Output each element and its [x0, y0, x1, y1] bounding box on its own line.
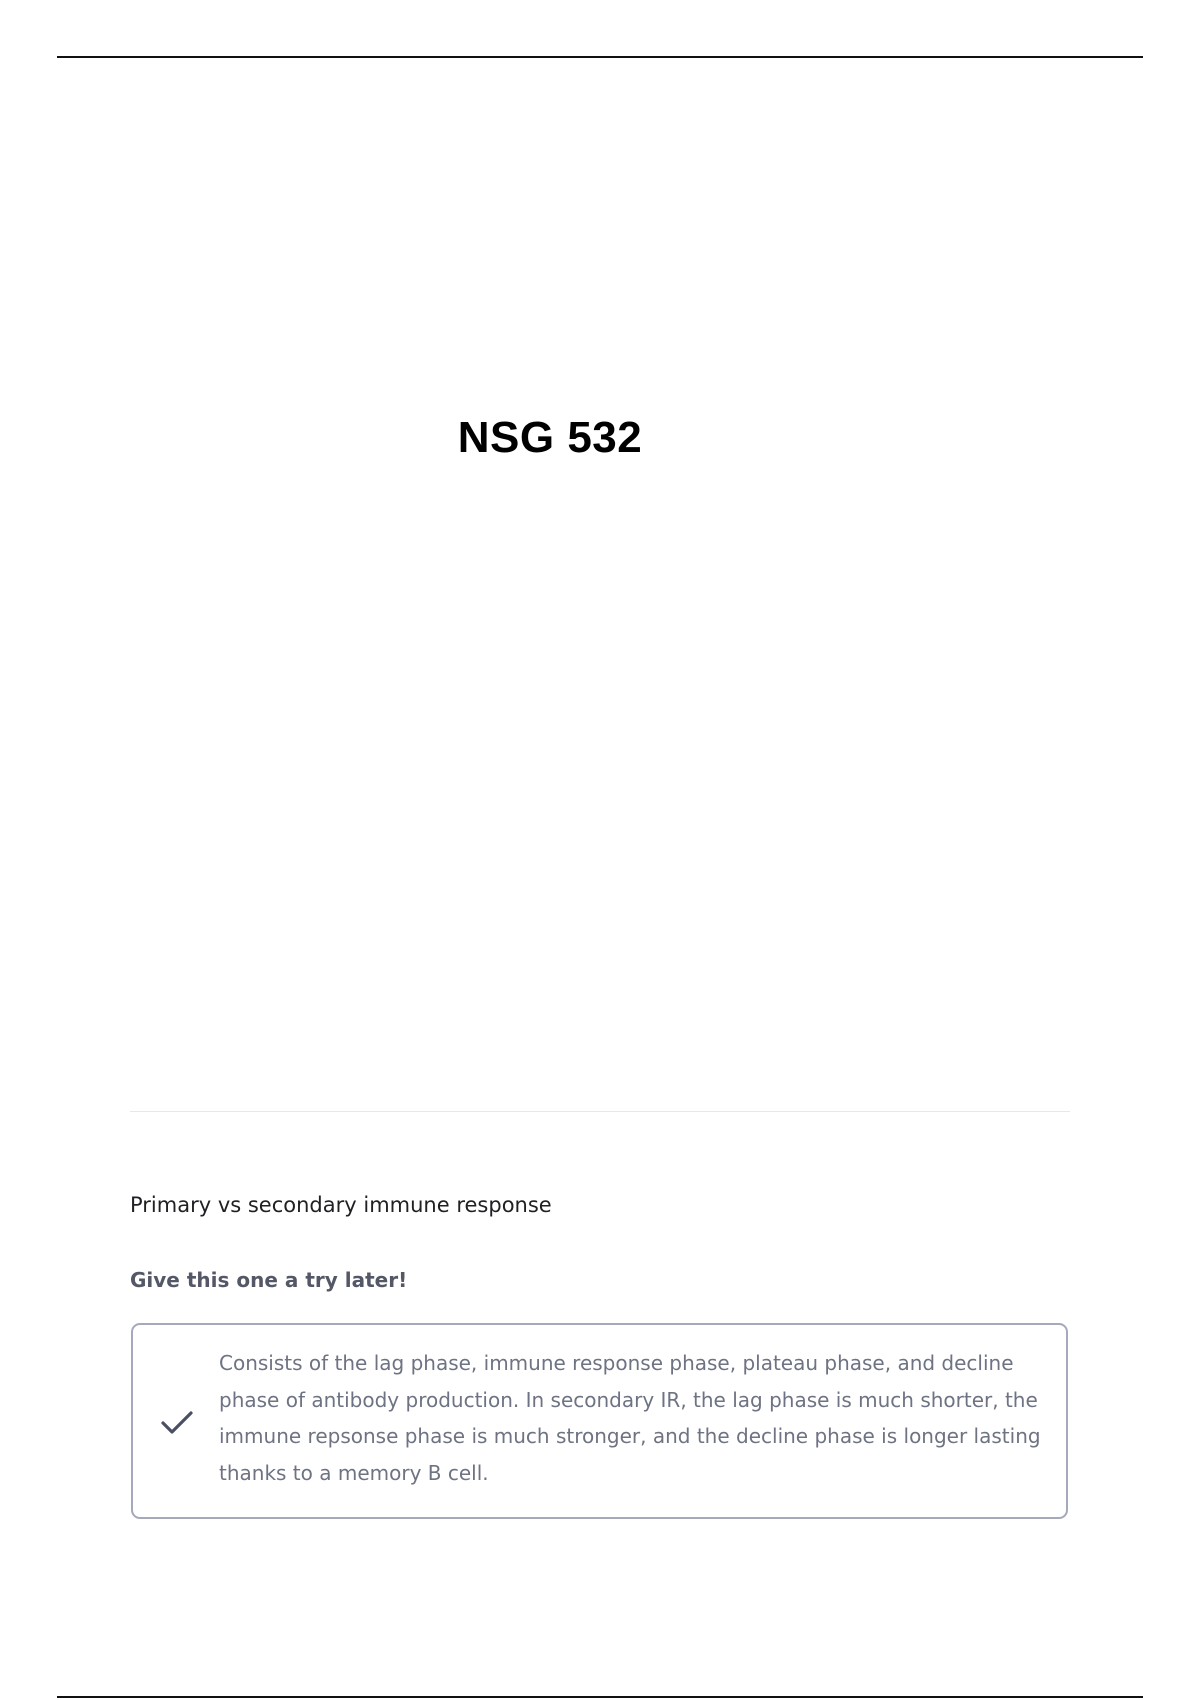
bottom-rule	[57, 1696, 1143, 1698]
card-divider	[130, 1111, 1070, 1112]
flashcard-prompt: Give this one a try later!	[130, 1268, 408, 1292]
answer-option[interactable]	[131, 1323, 1068, 1519]
answer-text: Consists of the lag phase, immune response phase, plateau phase, and decline phase of antibody production. In secondary IR, the lag phase is much shorter, the immune repsonse phase is much stronger, and the decline phase is longer lasting thanks to a memory B cell.	[219, 1351, 1041, 1485]
checkmark-icon	[160, 1409, 194, 1437]
flashcard-term: Primary vs secondary immune response	[130, 1193, 552, 1217]
course-title: NSG 532	[457, 413, 643, 462]
top-rule	[57, 56, 1143, 58]
